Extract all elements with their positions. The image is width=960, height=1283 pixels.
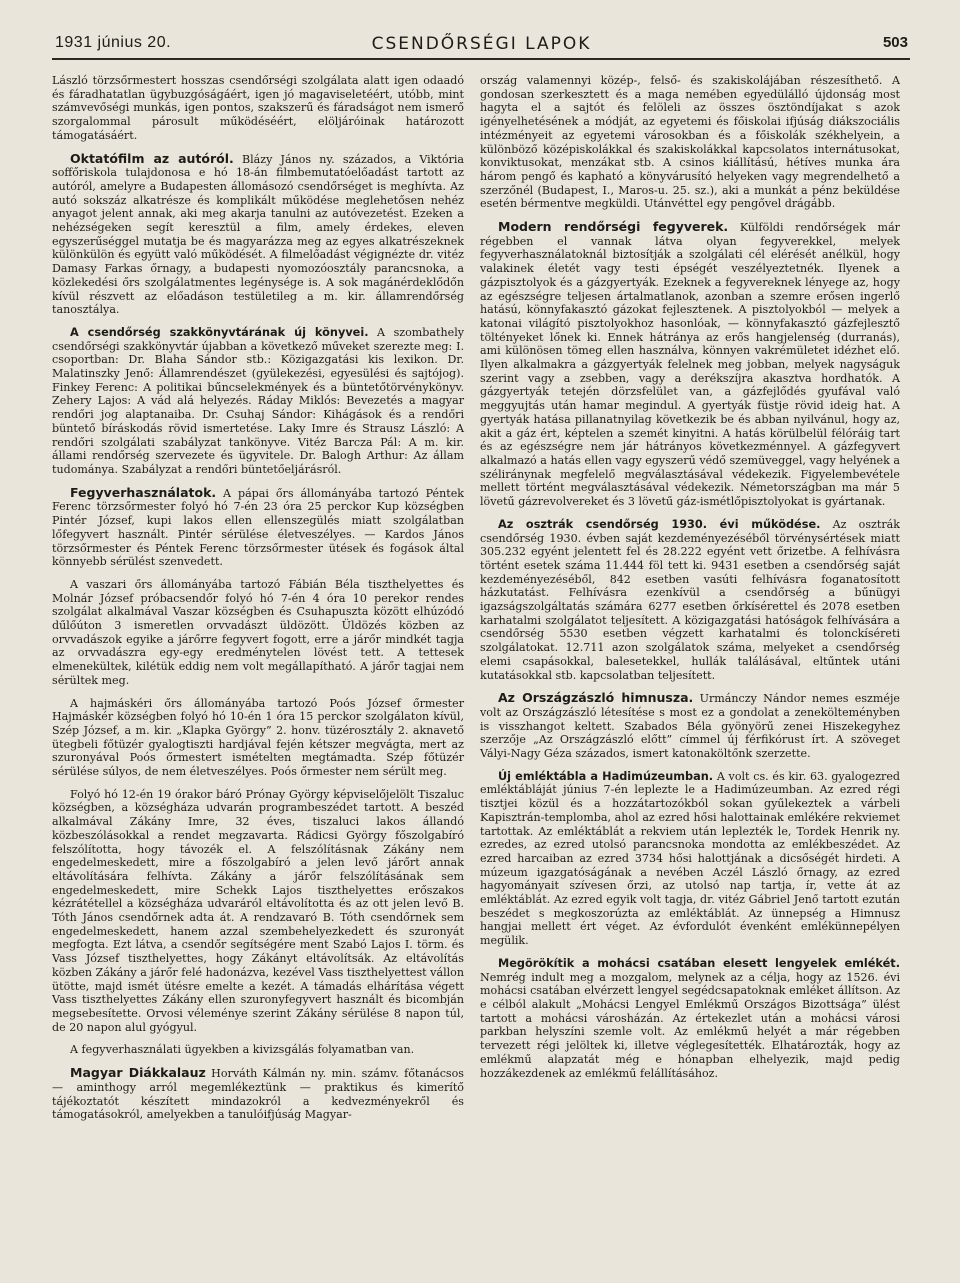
article-heading: A csendőrség szakkönyvtárának új könyvei. [70, 325, 369, 339]
article-paragraph [52, 1066, 464, 1122]
article-paragraph [52, 697, 464, 779]
article-paragraph [52, 788, 464, 1035]
article-heading: Modern rendőrségi fegyverek. [498, 219, 729, 235]
page-header [55, 34, 908, 58]
masthead-title: CSENDŐRSÉGI LAPOK [371, 34, 592, 54]
header-rule [52, 58, 910, 60]
article-text: László törzsőrmestert hosszas csendőrségi szolgálata alatt igen odaadó és fáradhatatlan ügybuzgóságáért, igen jó magaviseletéért, utóbb, mint számvevőségi munkás, igen pontos, szakszerű és fáradságot nem ismerő szorgalommal párosult működéséért, elöljáróinak határozott támogatásáért. [52, 74, 464, 142]
article-paragraph [52, 74, 464, 143]
article-heading: Megörökítik a mohácsi csatában elesett lengyelek emlékét. [498, 956, 900, 970]
article-heading: Az osztrák csendőrség 1930. évi működése. [498, 517, 821, 531]
article-heading: Oktatófilm az autóról. [70, 150, 234, 166]
issue-date: 1931 június 20. [55, 34, 172, 51]
article-paragraph [480, 770, 900, 948]
left-column [52, 74, 464, 1131]
article-text: A pápai őrs állományába tartozó Péntek Ferenc törzsőrmester folyó hó 7-én 23 óra 25 perckor Kup községben Pintér József, kupi lakos ellen ellenszegülés miatt szolgálatban lőfegyvert használt. Pintér sérülése életveszélyes. — Kardos János törzsőrmester és Péntek Ferenc törzsőrmester ütések és fogások által könnyebb sérülést szenvedett. [52, 486, 464, 569]
article-paragraph [52, 486, 464, 569]
article-text: Nemrég indult meg a mozgalom, melynek az a célja, hogy az 1526. évi mohácsi csatában elvérzett lengyel segédcsapatoknak emléket állítson. Az e célból alakult „Mohácsi Lengyel Emlékmű Országos Bizottsága” ülést tartott a mohácsi városházán. Az értekezlet után a mohácsi városi parkban helyszíni szemle volt. Az emlékmű helyét a már régebben tervezett régi jelöltek ki, illetve véglegesítették. Elhatározták, hogy az emlékmű alapzatát még e hónapban elhelyezik, majd pedig hozzákezdenek az emlékmű felállításához. [480, 970, 900, 1080]
article-text: Külföldi rendőrségek már régebben el vannak látva olyan fegyverekkel, melyek fegyverhasználatoknál biztosítják a szolgálati cél elérését anélkül, hogy valakinek életét vagy testi épségét veszélyeztetnék. Ilyenek a gázpisztolyok és a gázgyertyák. Ezeknek a fegyvereknek lényege az, hogy az egészségre teljesen ártalmatlanok, azonban a szemre erősen ingerlő hatású, könnyfakasztó gázokat fejlesztenek. A pisztolyokból — melyek a katonai világító pisztolyokhoz hasonlóak, — könnyfakasztó gázfejlesztő töltényeket lőnek ki. Ennek hátránya az erős hangjelenség (durranás), ami különösen tömeg ellen használva, könnyen vakrémületet idézhet elő. Ilyen alkalmakra a gázgyertyák felelnek meg jobban, melyek nagyságuk szerint vagy a zsebben, vagy a derékszíjra akasztva hordhatók. A gázgyertyák tetején dörzsfelület van, a gázfejlődés gyufával való meggyujtás után hamar megindul. A gyertyák füstje rövid ideig hat. A gyertyák hatása pillanatnyilag következik be és abban nyilvánul, hogy az, akit a gáz ért, képtelen a szemét kinyitni. A hatás körülbelül félóráig tart és az egészségre nem jár hátrányos következménnyel. A gázfegyvert alkalmazó a hatás ellen vagy egyszerű védő szemüveggel, vagy helyének a széliránynak megfelelő megválasztásával védekezik. Figyelembevétele mellett történt megválasztásával védekezik. Németországban ma már 5 lövetű gázrevolvereket és 3 lövetű gáz-ismétlőpisztolyokat is gyártanak. [480, 221, 900, 509]
article-heading: Új emléktábla a Hadimúzeumban. [498, 769, 714, 783]
article-paragraph [52, 326, 464, 477]
article-text: A hajmáskéri őrs állományába tartozó Poós József őrmester Hajmáskér községben folyó hó 10-én 1 óra 15 perckor szolgálaton kívül, Szép József, a m. kir. „Klapka György” 2. honv. tüzérosztály 2. aknavető ütegbeli főtüzér gyalogtiszti hardjával fején kétszer megvágta, mert az szuronyával Poós őrmestert ismételten megtámadta. Szép főtüzér sérülése súlyos, de nem életveszélyes. Poós őrmester nem sérült meg. [52, 696, 464, 779]
article-paragraph [480, 74, 900, 211]
article-text: Horváth Kálmán ny. min. számv. főtanácsos — aminthogy arról megemlékeztünk — praktikus és kimerítő tájékoztatót készített mindazokról a kedvezményekről és támogatásokról, amelyekben a tanulóifjúság Magyar- [52, 1067, 464, 1122]
article-paragraph [480, 220, 900, 509]
article-paragraph [52, 1043, 464, 1057]
article-text: Az osztrák csendőrség 1930. évben saját kezdeményezéséből törvénysértések miatt 305.232 egyént jelentett fel és 28.222 egyént vett őrizetbe. A felhívásra történt esetek száma 11.444 föl tett ki. 9431 esetben a csendőrség saját kezdeményezéséből, 842 esetben vasúti felhívásra foganatosított házkutatást. Felhívásra ezenkívül a csendőrség a bűnügyi igazságszolgáltatás számára 6277 esetben őrkísérettel és 2078 esetben karhatalmi szolgálatot teljesített. A közigazgatási hatóságok felhívására a csendőrség 5530 esetben végzett karhatalmi és tolonckíséreti szolgálatokat. 12.711 azon szolgálatok száma, melyeket a csendőrség elemi csapásokkal, balesetekkel, hullák találásával, eltűntek utáni kutatásokkal stb. kapcsolatban teljesített. [480, 517, 901, 682]
article-text: Folyó hó 12-én 19 órakor báró Prónay György képviselőjelölt Tiszaluc községben, a községháza udvarán programbeszédet tartott. A beszéd alkalmával Zákány Imre, 32 éves, tiszaluci lakos állandó közbeszólásokkal a rendet megzavarta. Rádicsi György főszolgabíró felszólította, hogy távozék el. A felszólításnak Zákány nem engedelmeskedett, mire a főszolgabíró a jelen levő járőrt annak eltávolítására felhívta. Zákány a járőr felszólításának sem engedelmeskedett, mire Schekk Lajos tiszthelyettes erőszakos kézrátétellel a községháza udvaráról eltávolította és az ott jelen levő B. Tóth János csendőrnek adta át. A rendzavaró B. Tóth csendőrnek sem engedelmeskedett, hanem azzal szembehelyezkedett és szuronyát megfogta. Ezt látva, a csendőr segítségére ment Szabó Lajos I. törm. és Vass József tiszthelyettes, hogy Zákányt eltávolítsák. Az eltávolítás közben Zákány a járőr felé hadonázva, kezével Vass tiszthelyettest vállon ütötte, majd ismét ütésre emelte a kezét. A támadás elhárítása végett Vass tiszthelyettes Zákány ellen szuronyfegyvert használt és bicombján megsebesítette. Orvosi véleménye szerint Zákány sérülése 8 napon túl, de 20 napon alul gyógyul. [52, 787, 464, 1034]
article-text: A vaszari őrs állományába tartozó Fábián Béla tiszthelyettes és Molnár József próbacsendőr folyó hó 7-én 4 óra 10 perekor rendes szolgálat alkalmával Vaszar községben és Csuhapuszta között elhúzódó dűlőúton 3 ismeretlen orvvadászt üldözött. Üldözés közben az orvvadászok egyike a járőrre fegyvert fogott, erre a járőr mindkét tagja az orvvadászra egy-egy eredménytelen lövést tett. A tettesek elmenekültek, kilétük eddig nem volt megállapítható. A járőr tagjai nem sérültek meg. [52, 577, 464, 687]
article-text: A szombathely csendőrségi szakkönyvtár újabban a következő műveket szerezte meg: I. csoportban: Dr. Blaha Sándor stb.: Közigazgatási kis lexikon. Dr. Malatinszky Jenő: Államrendészet (gyülekezési, egyesülési és sajtójog). Finkey Ferenc: A politikai bűncselekmények és a büntetőtörvénykönyv. Zehery Lajos: A vád alá helyezés. Ráday Miklós: Bevezetés a magyar rendőri jog alaptanaiba. Dr. Csuhaj Sándor: Kihágások és a rendőri büntető bíráskodás rövid ismertetése. Laky Imre és Strausz László: A rendőri szolgálati szabályzat tankönyve. Vitéz Barcza Pál: A m. kir. állami rendőrség szervezete és ügyvitele. Dr. Balogh Arthur: Az állam tudománya. Szabályzat a rendőri büntetőeljárásról. [52, 325, 465, 476]
article-heading: Az Országzászló himnusza. [498, 690, 694, 706]
article-text: Urmánczy Nándor nemes eszméje volt az Országzászló létesítése s most ez a gondolat a zenekölteményben is visszhangot keltett. Szabados Béla gyönyörű zenei Hiszekegyhez szerzője „Az Országzászló előtt” címmel új férfikórust írt. A szöveget Vályi-Nagy Géza százados, ismert katonaköltőnk szerzette. [480, 692, 900, 761]
article-paragraph [52, 152, 464, 317]
right-column [480, 74, 900, 1089]
article-text: ország valamennyi közép-, felső- és szakiskolájában részesíthető. A gondosan szerkesztett és a maga nemében egyedülálló újdonság most hagyta el a sajtót és felöleli az összes ösztöndíjakat s azok igényelhetésének a módját, az egyetemi és főiskolai ifjúság diákszociális intézményeit az egyetemi városokban és a főiskolák székhelyein, a különböző középiskolákkal és szakiskolákkal kapcsolatos internátusokat, konviktusokat, menzákat stb. A csinos kiállítású, hétíves munka ára három pengő és kapható a könyvárusító helyeken vagy megrendelhető a szerzőnél (Budapest, I., Maros-u. 25. sz.), aki a munkát a pénz beküldése esetén bérmentve megküldi. Utánvéttel egy pengővel drágább. [480, 74, 900, 211]
article-paragraph [480, 691, 900, 761]
article-paragraph [52, 578, 464, 688]
article-heading: Magyar Diákkalauz [70, 1065, 206, 1081]
article-text: A volt cs. és kir. 63. gyalogezred emléktábláját június 7-én leplezte le a Hadimúzeumban. Az ezred régi tisztjei közül és a hozzátartozókból sokan gyűlekeztek a várbeli Kapisztrán-templomba, ahol az ezred hősi halottainak emlékére rekviemet tartottak. Az emléktáblát a rekviem után leplezték le, Tordek Henrik ny. ezredes, az ezred utolsó parancsnoka mondotta az emlékbeszédet. Az ezred harcaiban az ezred 3734 hősi halottjának a dicsőségét hirdeti. A múzeum igazgatóságának a nevében Aczél László őrnagy, az ezred hagyományait szívesen őrzi, az utolsó nap tartja, ír, vette át az emléktáblát. Az ezred egyik volt tagja, dr. vitéz Gábriel Jenő tartott ezután beszédet s megkoszorúzta az emléktáblát. Az ünnepség a Himnusz hangjai mellett ért véget. Az évfordulót évenként emlékünnepélyen megülik. [480, 769, 901, 948]
article-paragraph [480, 957, 900, 1080]
article-paragraph [480, 518, 900, 682]
article-text: Blázy János ny. százados, a Viktória soffőriskola tulajdonosa e hó 18-án filmbemutatóelőadást tartott az autóról, amelyre a Budapesten állomásozó csendőrséget is meghívta. Az autó sokszáz alkatrésze és komplikált működése meglehetősen nehéz anyagot jelent annak, aki meg akarja tanulni az autóvezetést. Ezeken a nehézségeken segít keresztül a film, amely érdekes, eleven egyszerűséggel mutatja be és magyarázza meg az egyes alkatrészeknek különkülön és együtt való működését. A filmelőadást végignézte dr. vitéz Damasy Farkas őrnagy, a budapesti nyomozóosztály parancsnoka, a közlekedési őrs szolgálatmentes legénysége is. A sok magánérdeklődőn kívül részvett az előadáson testületileg a m. kir. államrendőrség tanosztálya. [52, 152, 465, 317]
page-number: 503 [882, 34, 908, 51]
article-text: A fegyverhasználati ügyekben a kivizsgálás folyamatban van. [70, 1043, 415, 1057]
article-heading: Fegyverhasználatok. [70, 484, 217, 500]
